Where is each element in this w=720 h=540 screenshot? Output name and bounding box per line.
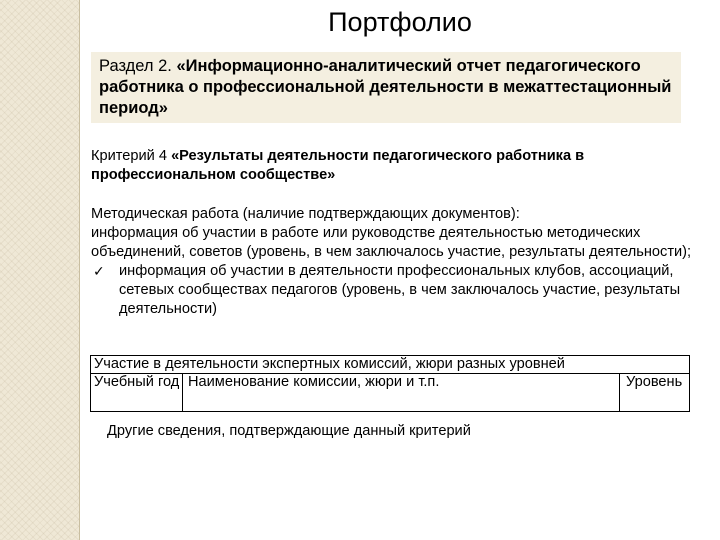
column-commission-name: Наименование комиссии, жюри и т.п.	[183, 374, 620, 411]
criterion-heading	[91, 147, 691, 185]
section-prefix: Раздел 2.	[99, 57, 177, 75]
section-title: «Информационно-аналитический отчет педагогического работника о профессиональной деятельности в межаттестационный период»	[99, 57, 672, 117]
criterion-prefix: Критерий 4	[91, 148, 172, 164]
decorative-sidebar	[0, 0, 80, 540]
page-title: Портфолио	[328, 7, 472, 37]
expert-commissions-table	[90, 355, 690, 412]
other-info-text: Другие сведения, подтверждающие данный критерий	[107, 423, 471, 439]
sidebar-divider	[79, 0, 80, 540]
section-heading-box	[91, 52, 681, 123]
methodical-work-section	[91, 205, 711, 319]
methodical-intro: Методическая работа (наличие подтверждающих документов):	[91, 206, 520, 222]
column-academic-year: Учебный год	[91, 374, 183, 411]
criterion-title: «Результаты деятельности педагогического работника в профессиональном сообществе»	[91, 148, 585, 183]
methodical-item-2: информация об участии в деятельности профессиональных клубов, ассоциаций, сетевых сообществах педагогов (уровень, в чем заключалось участие, результаты деятельности)	[119, 263, 681, 317]
methodical-item-1: информация об участии в работе или руководстве деятельностью методических объединений, советов (уровень, в чем заключалось участие, результаты деятельности);	[91, 225, 692, 260]
checkmark-icon: ✓	[93, 263, 105, 279]
methodical-item-2-row	[91, 262, 711, 319]
column-level: Уровень	[626, 374, 683, 390]
table-header: Участие в деятельности экспертных комиссий, жюри разных уровней	[91, 356, 689, 374]
